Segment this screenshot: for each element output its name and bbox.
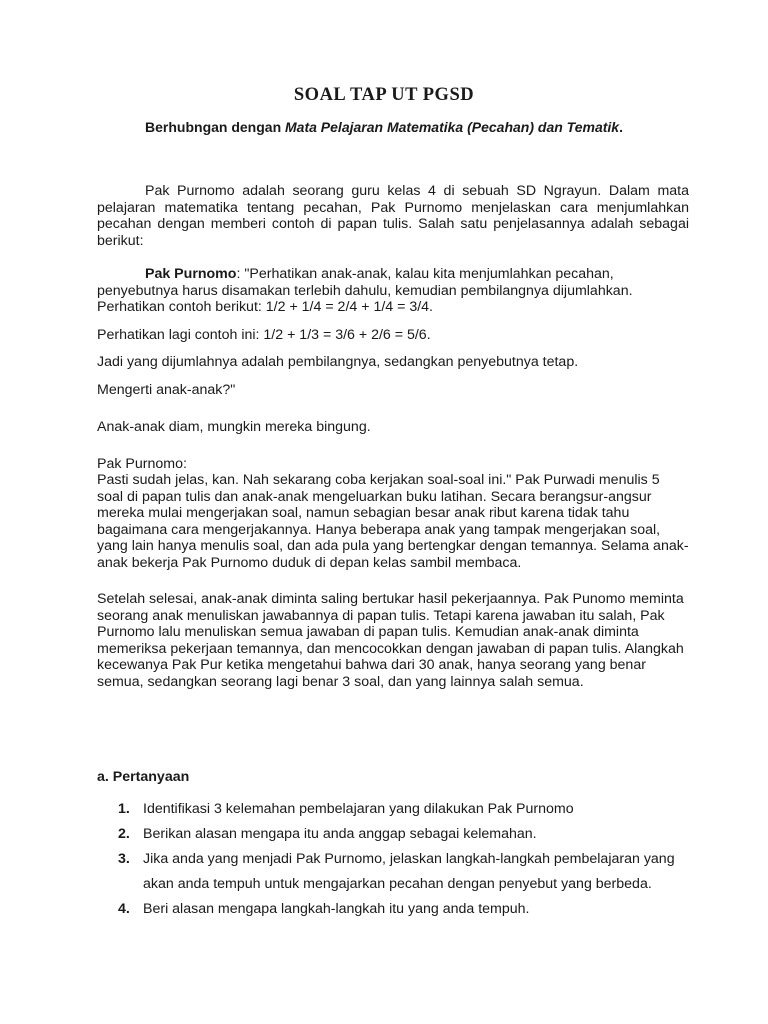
section-heading: a. Pertanyaan — [97, 769, 190, 785]
speaker-name: Pak Purnomo — [145, 266, 237, 282]
document-subtitle — [0, 119, 768, 135]
speaker-label: Pak Purnomo: — [97, 455, 187, 472]
document-body — [97, 183, 689, 690]
question-number: 1. — [118, 801, 130, 817]
subtitle-end: . — [619, 119, 623, 135]
question-item — [97, 897, 697, 922]
dialogue-text: : "Perhatikan anak-anak, kalau kita menjumlahkan pecahan, penyebutnya harus disamakan terlebih dahulu, kemudian pembilangnya dijumlahkan. Perhatikan contoh berikut: 1/2 + 1/4 = 2/4 + 1/4 = 3/4. — [97, 266, 633, 315]
silent-line: Anak-anak diam, mungkin mereka bingung. — [97, 419, 371, 435]
question-text: Beri alasan mengapa langkah-langkah itu yang anda tempuh. — [143, 901, 530, 917]
question-text: Identifikasi 3 kelemahan pembelajaran yang dilakukan Pak Purnomo — [143, 801, 574, 817]
question-item — [97, 797, 697, 822]
question-text: Berikan alasan mengapa itu anda anggap sebagai kelemahan. — [143, 826, 537, 842]
after-paragraph: Setelah selesai, anak-anak diminta saling bertukar hasil pekerjaannya. Pak Punomo meminta seorang anak menuliskan jawabannya di papan tulis. Tetapi karena jawaban itu salah, Pak Purnomo lalu menuliskan semua jawaban di papan tulis. Kemudian anak-anak diminta memeriksa pekerjaan temannya, dan mencocokkan dengan jawaban di papan tulis. Alangkah kecewanya Pak Pur ketika mengetahui bahwa dari 30 anak, hanya seorang yang benar semua, sedangkan seorang lagi benar 3 soal, dan yang lainnya salah semua. — [97, 591, 684, 690]
example-line: Perhatikan lagi contoh ini: 1/2 + 1/3 = 3/6 + 2/6 = 5/6. — [97, 326, 431, 343]
conclusion-line: Jadi yang dijumlahnya adalah pembilangnya, sedangkan penyebutnya tetap. — [97, 354, 579, 370]
dialogue-paragraph — [97, 266, 689, 316]
story-paragraph: Pasti sudah jelas, kan. Nah sekarang coba kerjakan soal-soal ini." Pak Purwadi menulis 5 soal di papan tulis dan anak-anak mengeluarkan buku latihan. Secara berangsur-angsur mereka mulai mengerjakan soal, namun sebagian besar anak ribut karena tidak tahu bagaimana cara mengerjakannya. Hanya beberapa anak yang tampak mengerjakan soal, yang lain hanya menulis soal, dan ada pula yang bertengkar dengan temannya. Selama anak-anak bekerja Pak Purnomo duduk di depan kelas sambil membaca. — [97, 472, 689, 571]
document-title: SOAL TAP UT PGSD — [293, 85, 475, 105]
subtitle-lead: Berhubngan dengan — [145, 119, 286, 135]
question-item — [97, 822, 697, 847]
question-item — [97, 847, 697, 897]
question-list — [97, 797, 697, 922]
question-number: 4. — [118, 901, 130, 917]
subtitle-subject: Mata Pelajaran Matematika (Pecahan) dan Tematik — [285, 119, 620, 135]
question-number: 2. — [118, 826, 130, 842]
question-number: 3. — [118, 851, 130, 867]
intro-paragraph: Pak Purnomo adalah seorang guru kelas 4 di sebuah SD Ngrayun. Dalam mata pelajaran matematika tentang pecahan, Pak Purnomo menjelaskan cara menjumlahkan pecahan dengan memberi contoh di papan tulis. Salah satu penjelasannya adalah sebagai berikut: — [97, 183, 689, 249]
question-text: Jika anda yang menjadi Pak Purnomo, jelaskan langkah-langkah pembelajaran yang akan anda tempuh untuk mengajarkan pecahan dengan penyebut yang berbeda. — [143, 851, 675, 892]
question-line: Mengerti anak-anak?" — [97, 381, 236, 398]
